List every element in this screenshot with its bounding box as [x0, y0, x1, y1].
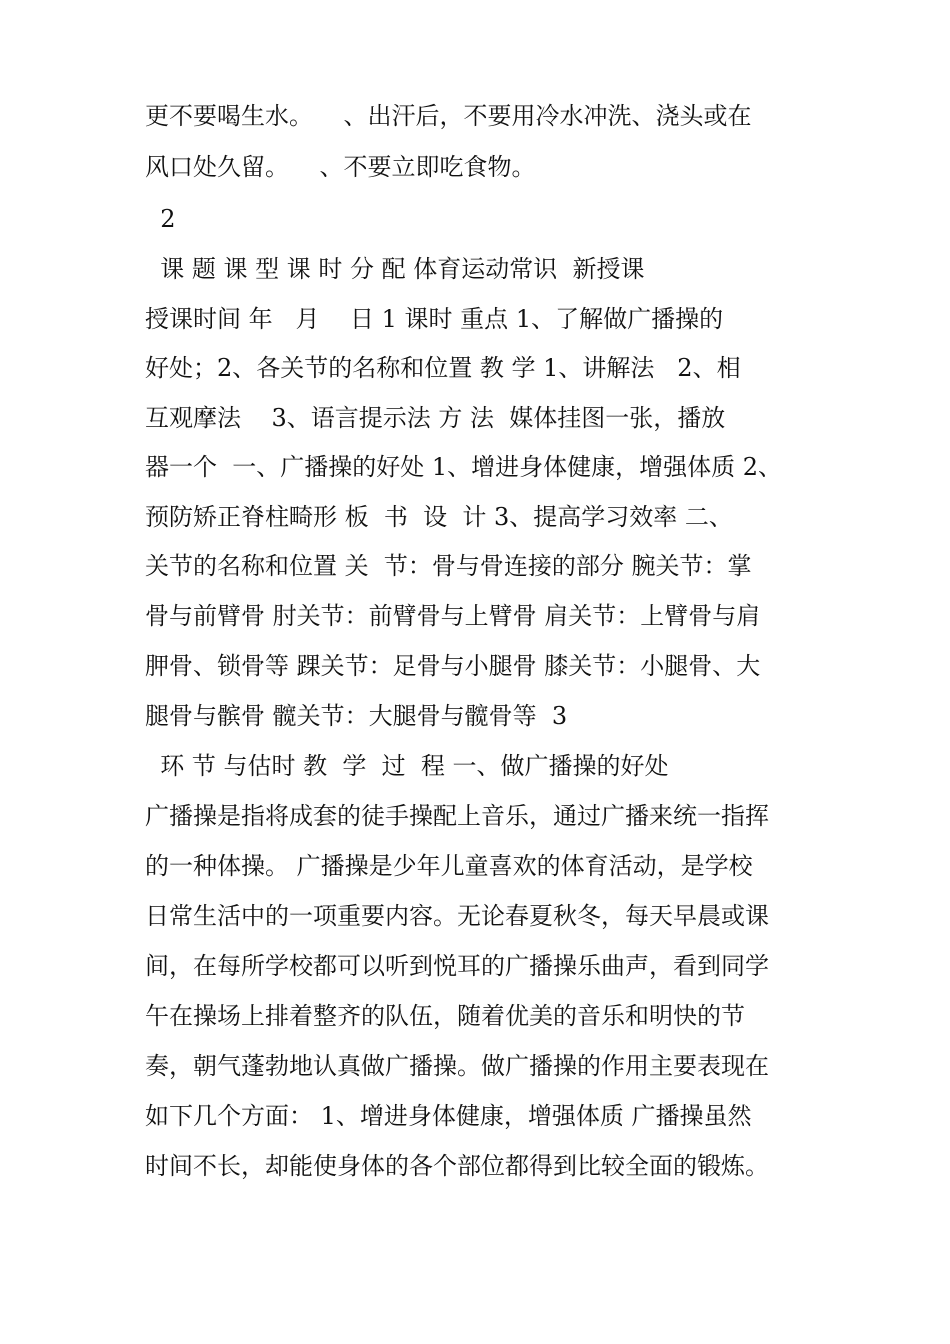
page-number: 2	[145, 205, 176, 233]
text-line: 胛骨、锁骨等 踝关节：足骨与小腿骨 膝关节：小腿骨、大	[145, 652, 761, 680]
text-line: 骨与前臂骨 肘关节：前臂骨与上臂骨 肩关节：上臂骨与肩	[145, 602, 761, 630]
text-line: 更不要喝生水。 、出汗后，不要用冷水冲洗、浇头或在	[145, 102, 752, 130]
text-line: 器一个 一、广播操的好处 1、增进身体健康，增强体质 2、	[145, 453, 783, 481]
text-line: 互观摩法 3、语言提示法 方 法 媒体挂图一张，播放	[145, 404, 726, 432]
text-line: 关节的名称和位置 关 节：骨与骨连接的部分 腕关节：掌	[145, 552, 752, 580]
text-line: 好处；2、各关节的名称和位置 教 学 1、讲解法 2、相	[145, 354, 741, 382]
text-line: 腿骨与髌骨 髋关节：大腿骨与髋骨等 3	[145, 702, 568, 730]
text-line: 奏，朝气蓬勃地认真做广播操。做广播操的作用主要表现在	[145, 1052, 769, 1080]
text-line: 午在操场上排着整齐的队伍，随着优美的音乐和明快的节	[145, 1002, 745, 1030]
text-line: 日常生活中的一项重要内容。无论春夏秋冬，每天早晨或课	[145, 902, 769, 930]
text-line: 授课时间 年 月 日 1 课时 重点 1、了解做广播操的	[145, 305, 724, 333]
text-line: 预防矫正脊柱畸形 板 书 设 计 3、提高学习效率 二、	[145, 503, 733, 531]
text-line: 环 节 与估时 教 学 过 程 一、做广播操的好处	[145, 752, 669, 780]
text-line: 时间不长，却能使身体的各个部位都得到比较全面的锻炼。	[145, 1152, 769, 1180]
text-line: 课 题 课 型 课 时 分 配 体育运动常识 新授课	[145, 255, 645, 283]
text-line: 风口处久留。 、不要立即吃食物。	[145, 153, 536, 181]
text-line: 的一种体操。 广播操是少年儿童喜欢的体育活动，是学校	[145, 852, 753, 880]
text-line: 间，在每所学校都可以听到悦耳的广播操乐曲声，看到同学	[145, 952, 769, 980]
text-line: 广播操是指将成套的徒手操配上音乐，通过广播来统一指挥	[145, 802, 769, 830]
text-line: 如下几个方面： 1、增进身体健康，增强体质 广播操虽然	[145, 1102, 752, 1130]
